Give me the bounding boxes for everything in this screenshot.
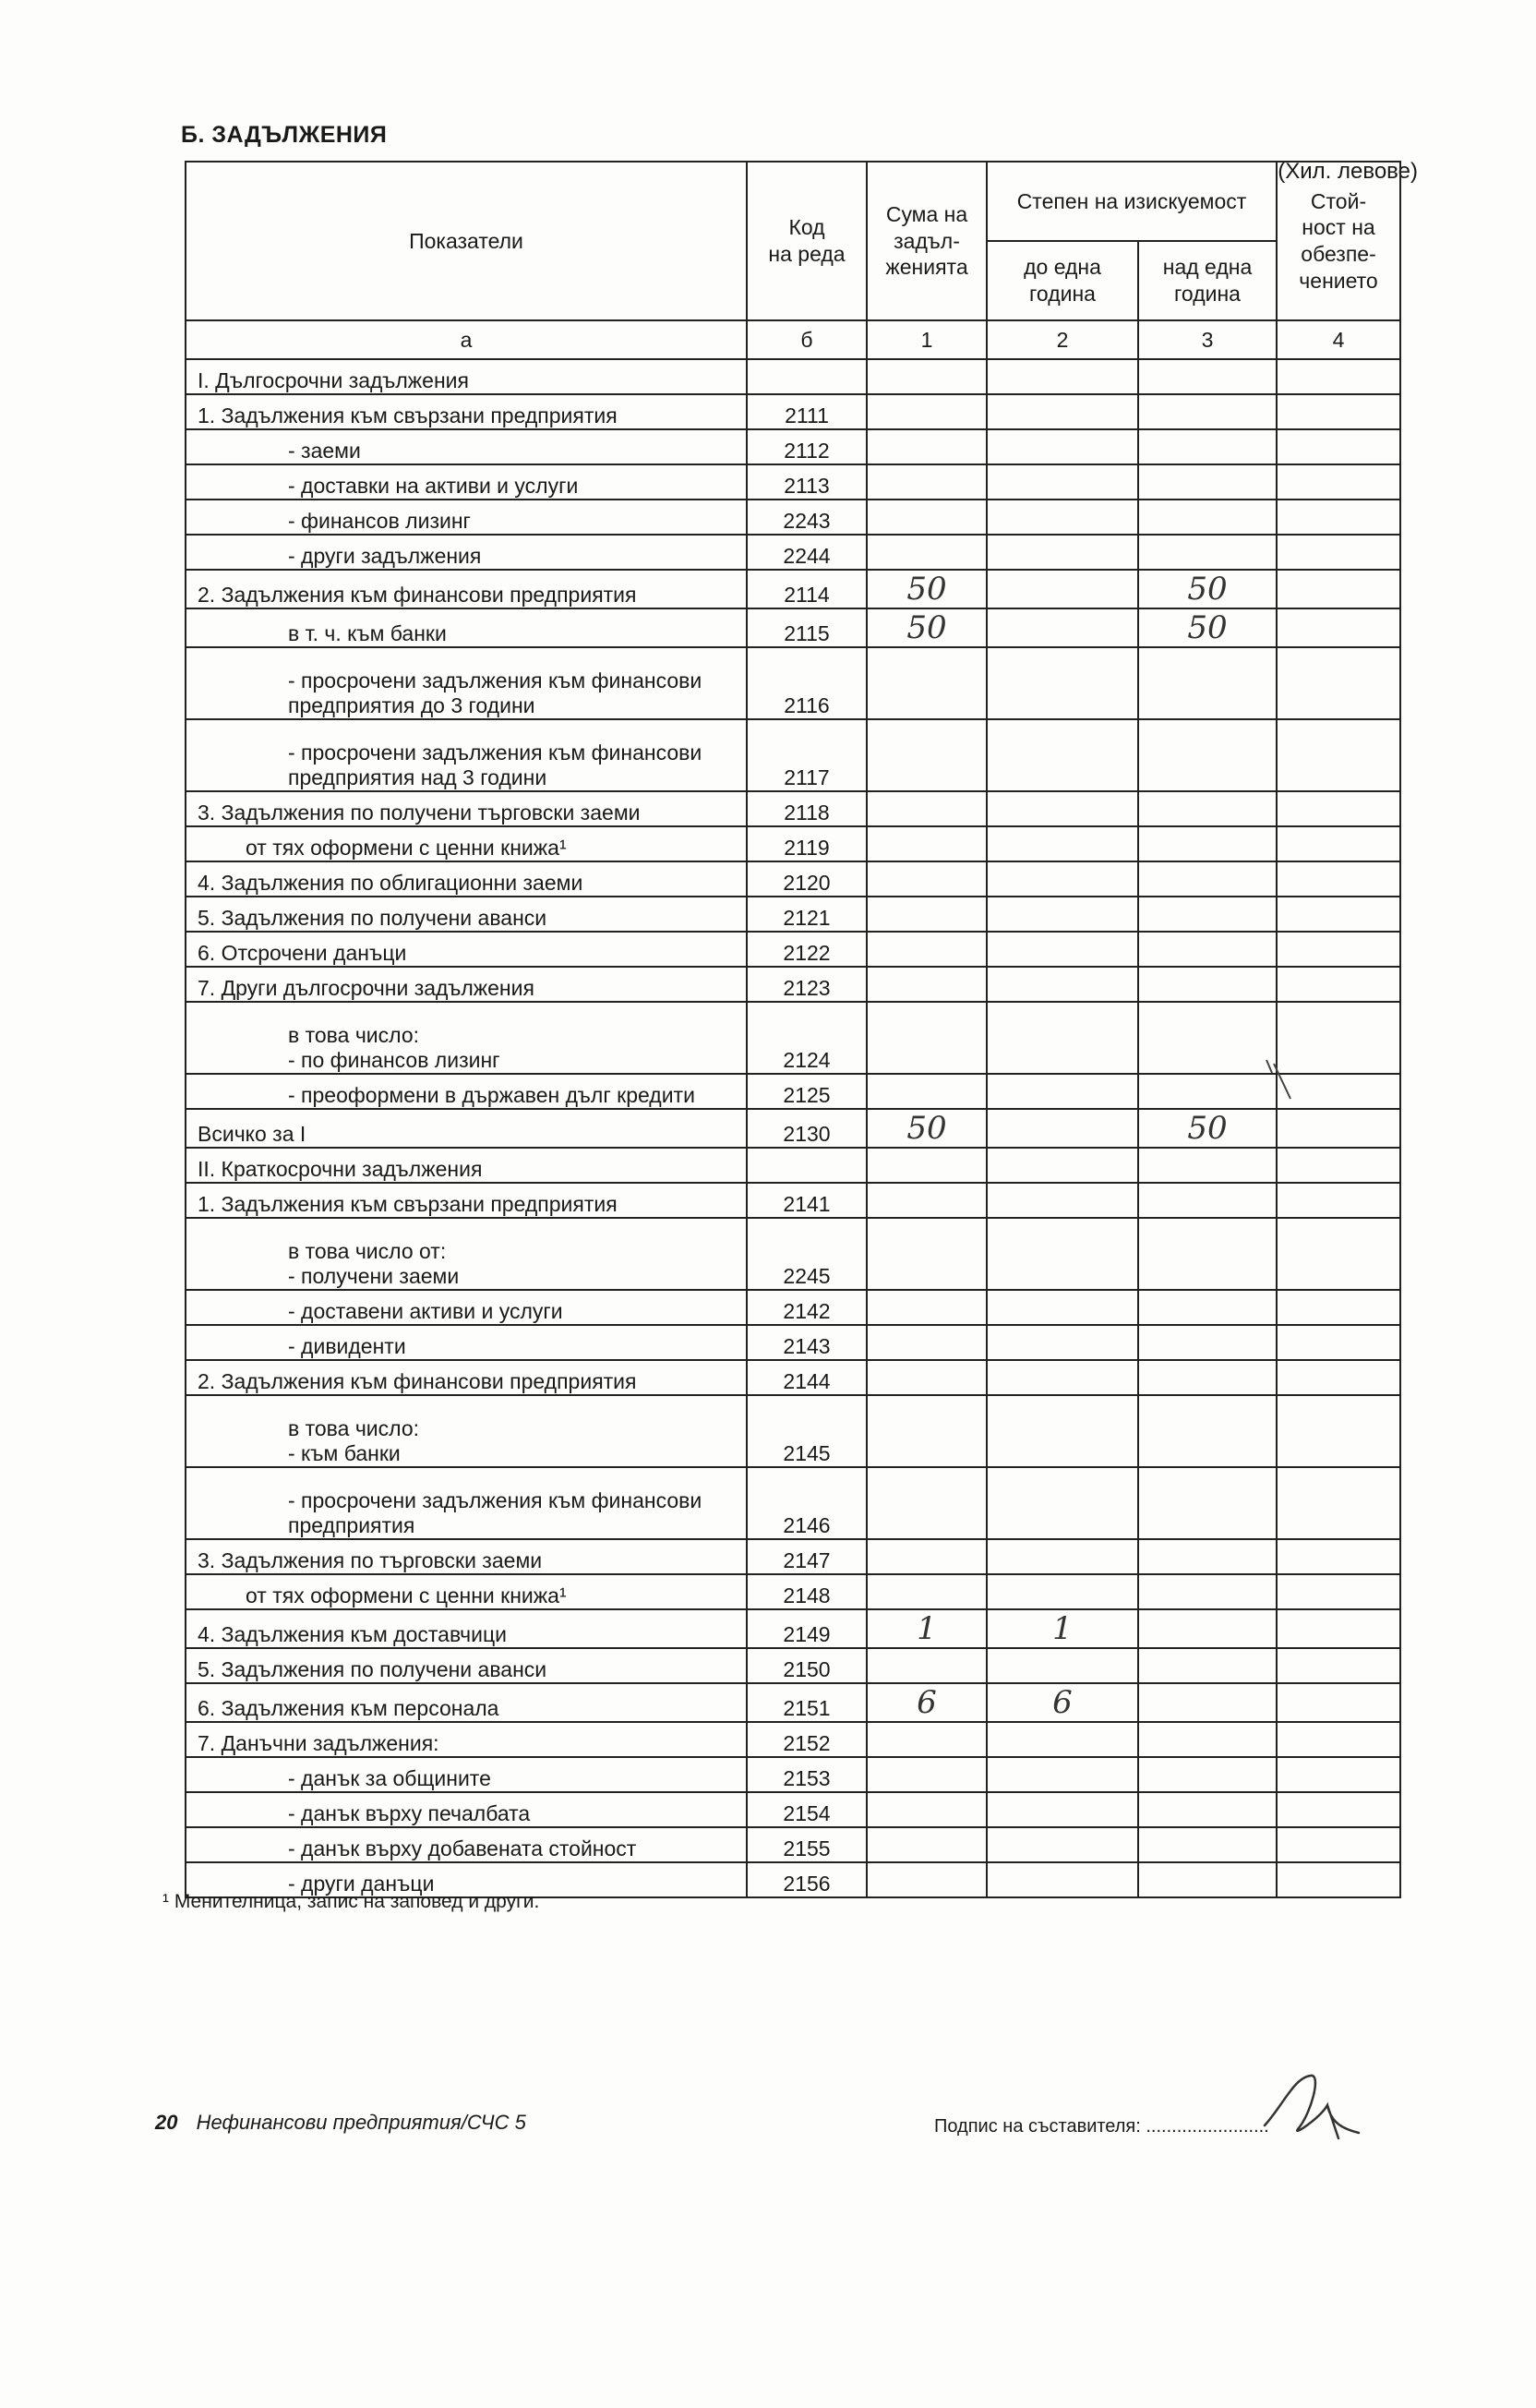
row-code: 2123: [747, 967, 867, 1002]
row-collateral: [1277, 1360, 1400, 1395]
row-collateral: [1277, 1574, 1400, 1609]
row-collateral: [1277, 1683, 1400, 1722]
table-row: [186, 967, 1400, 1002]
row-label: 3. Задължения по търговски заеми: [186, 1539, 747, 1574]
row-up-to-one-year: [987, 1757, 1138, 1792]
row-code: [747, 1148, 867, 1183]
row-amount: [867, 429, 987, 464]
row-up-to-one-year: [987, 647, 1138, 719]
row-amount: [867, 791, 987, 826]
row-up-to-one-year: [987, 500, 1138, 535]
row-collateral: [1277, 897, 1400, 932]
table-row: [186, 826, 1400, 861]
row-up-to-one-year: [987, 1792, 1138, 1827]
row-amount: [867, 1183, 987, 1218]
footnote: ¹ Менителница, запис на заповед и други.: [162, 1891, 540, 1912]
table-row: [186, 1183, 1400, 1218]
row-code: 2145: [747, 1395, 867, 1467]
table-row: [186, 1683, 1400, 1722]
row-amount: [867, 1539, 987, 1574]
row-amount: [867, 1074, 987, 1109]
signature-line: Подпис на съставителя: ........................: [934, 2116, 1269, 2137]
row-code: 2130: [747, 1109, 867, 1148]
row-over-one-year: [1138, 647, 1277, 719]
row-amount: [867, 1467, 987, 1539]
row-amount: 6: [867, 1683, 987, 1722]
row-amount: 50: [867, 570, 987, 608]
row-label: от тях оформени с ценни книжа¹: [186, 1574, 747, 1609]
row-amount: 1: [867, 1609, 987, 1648]
row-code: 2124: [747, 1002, 867, 1074]
row-code: 2111: [747, 394, 867, 429]
row-up-to-one-year: [987, 1648, 1138, 1683]
row-up-to-one-year: [987, 861, 1138, 897]
row-code: 2125: [747, 1074, 867, 1109]
row-collateral: [1277, 647, 1400, 719]
row-amount: [867, 1148, 987, 1183]
row-over-one-year: [1138, 861, 1277, 897]
row-up-to-one-year: [987, 719, 1138, 791]
index-cell: 1: [867, 320, 987, 359]
row-code: 2151: [747, 1683, 867, 1722]
row-code: 2144: [747, 1360, 867, 1395]
header-up-to-one-year: до една година: [987, 241, 1138, 320]
row-up-to-one-year: [987, 1862, 1138, 1897]
row-amount: [867, 1862, 987, 1897]
row-amount: [867, 464, 987, 500]
table-row: [186, 1002, 1400, 1074]
table-row: [186, 359, 1400, 394]
header-amount: Сума на задъл- женията: [867, 162, 987, 320]
row-amount: [867, 897, 987, 932]
row-up-to-one-year: [987, 1218, 1138, 1290]
row-up-to-one-year: [987, 1109, 1138, 1148]
table-row: [186, 429, 1400, 464]
row-up-to-one-year: [987, 1002, 1138, 1074]
table-row: [186, 1609, 1400, 1648]
row-code: 2141: [747, 1183, 867, 1218]
row-up-to-one-year: [987, 570, 1138, 608]
row-up-to-one-year: [987, 359, 1138, 394]
row-collateral: [1277, 1148, 1400, 1183]
row-over-one-year: [1138, 826, 1277, 861]
row-collateral: [1277, 1862, 1400, 1897]
row-amount: [867, 861, 987, 897]
row-over-one-year: [1138, 791, 1277, 826]
row-over-one-year: [1138, 932, 1277, 967]
row-up-to-one-year: [987, 1827, 1138, 1862]
table-row: [186, 1395, 1400, 1467]
row-over-one-year: [1138, 1074, 1277, 1109]
row-label: в т. ч. към банки: [186, 608, 747, 647]
row-amount: [867, 932, 987, 967]
table-row: [186, 1218, 1400, 1290]
table-row: [186, 500, 1400, 535]
row-code: 2152: [747, 1722, 867, 1757]
row-amount: [867, 1218, 987, 1290]
table-row: [186, 1148, 1400, 1183]
row-code: 2147: [747, 1539, 867, 1574]
table-row: [186, 719, 1400, 791]
row-up-to-one-year: [987, 429, 1138, 464]
row-amount: [867, 394, 987, 429]
row-over-one-year: [1138, 1757, 1277, 1792]
row-code: 2117: [747, 719, 867, 791]
table-row: [186, 1757, 1400, 1792]
row-code: 2243: [747, 500, 867, 535]
row-collateral: [1277, 1109, 1400, 1148]
row-code: 2114: [747, 570, 867, 608]
table-row: [186, 394, 1400, 429]
table-row: [186, 1722, 1400, 1757]
check-mark-icon: [1263, 1056, 1300, 1102]
row-up-to-one-year: [987, 1722, 1138, 1757]
row-code: 2155: [747, 1827, 867, 1862]
row-over-one-year: [1138, 1574, 1277, 1609]
row-amount: [867, 500, 987, 535]
row-label: I. Дългосрочни задължения: [186, 359, 747, 394]
section-title: Б. ЗАДЪЛЖЕНИЯ: [181, 122, 388, 148]
table-row: [186, 535, 1400, 570]
row-over-one-year: 50: [1138, 570, 1277, 608]
row-up-to-one-year: [987, 1467, 1138, 1539]
form-name: Нефинансови предприятия/СЧС 5: [196, 2111, 526, 2134]
row-label: в това число: - към банки: [186, 1395, 747, 1467]
row-over-one-year: [1138, 1648, 1277, 1683]
row-collateral: [1277, 1290, 1400, 1325]
row-over-one-year: [1138, 1827, 1277, 1862]
row-over-one-year: [1138, 897, 1277, 932]
row-amount: [867, 1574, 987, 1609]
row-code: 2116: [747, 647, 867, 719]
row-label: - просрочени задължения към финансови предприятия: [186, 1467, 747, 1539]
row-collateral: [1277, 535, 1400, 570]
row-over-one-year: [1138, 464, 1277, 500]
column-index-row: [186, 320, 1400, 359]
index-cell: 4: [1277, 320, 1400, 359]
row-code: 2156: [747, 1862, 867, 1897]
row-over-one-year: 50: [1138, 1109, 1277, 1148]
row-code: 2143: [747, 1325, 867, 1360]
row-over-one-year: [1138, 394, 1277, 429]
row-amount: [867, 1792, 987, 1827]
row-code: 2113: [747, 464, 867, 500]
row-label: 6. Отсрочени данъци: [186, 932, 747, 967]
row-over-one-year: [1138, 967, 1277, 1002]
row-up-to-one-year: [987, 1148, 1138, 1183]
page-footer: [155, 2111, 526, 2135]
row-amount: [867, 1827, 987, 1862]
row-collateral: [1277, 1467, 1400, 1539]
row-label: 2. Задължения към финансови предприятия: [186, 1360, 747, 1395]
row-collateral: [1277, 1183, 1400, 1218]
row-code: 2146: [747, 1467, 867, 1539]
row-up-to-one-year: [987, 1360, 1138, 1395]
row-collateral: [1277, 608, 1400, 647]
index-cell: 3: [1138, 320, 1277, 359]
row-code: 2142: [747, 1290, 867, 1325]
row-up-to-one-year: [987, 1290, 1138, 1325]
table-row: [186, 1074, 1400, 1109]
row-label: - данък за общините: [186, 1757, 747, 1792]
row-over-one-year: [1138, 535, 1277, 570]
header-collateral: Стой- ност на обезпе- чението: [1277, 162, 1400, 320]
row-over-one-year: [1138, 1862, 1277, 1897]
row-label: - заеми: [186, 429, 747, 464]
row-amount: 50: [867, 608, 987, 647]
row-collateral: [1277, 719, 1400, 791]
row-over-one-year: [1138, 1148, 1277, 1183]
index-cell: а: [186, 320, 747, 359]
row-over-one-year: [1138, 1290, 1277, 1325]
row-over-one-year: [1138, 1539, 1277, 1574]
row-collateral: [1277, 1827, 1400, 1862]
row-amount: [867, 647, 987, 719]
row-label: 4. Задължения по облигационни заеми: [186, 861, 747, 897]
row-collateral: [1277, 394, 1400, 429]
row-code: 2112: [747, 429, 867, 464]
row-label: - данък върху печалбата: [186, 1792, 747, 1827]
row-collateral: [1277, 1218, 1400, 1290]
row-amount: [867, 1648, 987, 1683]
row-label: - доставки на активи и услуги: [186, 464, 747, 500]
row-collateral: [1277, 861, 1400, 897]
header-over-one-year: над една година: [1138, 241, 1277, 320]
row-up-to-one-year: [987, 1574, 1138, 1609]
row-label: - доставени активи и услуги: [186, 1290, 747, 1325]
row-code: 2118: [747, 791, 867, 826]
row-label: - просрочени задължения към финансови предприятия до 3 години: [186, 647, 747, 719]
row-up-to-one-year: [987, 464, 1138, 500]
row-over-one-year: [1138, 1002, 1277, 1074]
row-collateral: [1277, 791, 1400, 826]
row-collateral: [1277, 1539, 1400, 1574]
row-collateral: [1277, 932, 1400, 967]
row-code: 2121: [747, 897, 867, 932]
row-label: 4. Задължения към доставчици: [186, 1609, 747, 1648]
row-over-one-year: [1138, 429, 1277, 464]
table-row: [186, 1467, 1400, 1539]
row-code: 2120: [747, 861, 867, 897]
row-label: - данък върху добавената стойност: [186, 1827, 747, 1862]
table-row: [186, 570, 1400, 608]
row-over-one-year: [1138, 1218, 1277, 1290]
row-label: 7. Данъчни задължения:: [186, 1722, 747, 1757]
row-label: 6. Задължения към персонала: [186, 1683, 747, 1722]
row-label: 3. Задължения по получени търговски заеми: [186, 791, 747, 826]
units-label: (Хил. левове): [1278, 159, 1418, 184]
row-collateral: [1277, 1792, 1400, 1827]
row-amount: [867, 535, 987, 570]
row-up-to-one-year: [987, 897, 1138, 932]
row-code: 2154: [747, 1792, 867, 1827]
row-code: [747, 359, 867, 394]
row-up-to-one-year: [987, 1183, 1138, 1218]
row-up-to-one-year: [987, 1395, 1138, 1467]
row-label: II. Краткосрочни задължения: [186, 1148, 747, 1183]
row-up-to-one-year: [987, 967, 1138, 1002]
row-label: Всичко за I: [186, 1109, 747, 1148]
row-label: 7. Други дългосрочни задължения: [186, 967, 747, 1002]
row-code: 2245: [747, 1218, 867, 1290]
row-collateral: [1277, 359, 1400, 394]
row-code: 2115: [747, 608, 867, 647]
table-row: [186, 1360, 1400, 1395]
header-indicators: Показатели: [186, 162, 747, 320]
table-row: [186, 1290, 1400, 1325]
row-code: 2149: [747, 1609, 867, 1648]
row-label: - дивиденти: [186, 1325, 747, 1360]
index-cell: б: [747, 320, 867, 359]
row-amount: [867, 1290, 987, 1325]
row-up-to-one-year: [987, 826, 1138, 861]
row-over-one-year: [1138, 1183, 1277, 1218]
row-amount: [867, 967, 987, 1002]
row-collateral: [1277, 1609, 1400, 1648]
row-label: 5. Задължения по получени аванси: [186, 1648, 747, 1683]
row-amount: [867, 1395, 987, 1467]
row-up-to-one-year: [987, 535, 1138, 570]
row-up-to-one-year: [987, 1074, 1138, 1109]
row-up-to-one-year: [987, 791, 1138, 826]
row-amount: 50: [867, 1109, 987, 1148]
row-label: в това число: - по финансов лизинг: [186, 1002, 747, 1074]
row-label: 1. Задължения към свързани предприятия: [186, 1183, 747, 1218]
row-code: 2148: [747, 1574, 867, 1609]
row-collateral: [1277, 570, 1400, 608]
row-over-one-year: [1138, 1792, 1277, 1827]
row-over-one-year: [1138, 1395, 1277, 1467]
table-row: [186, 1109, 1400, 1148]
row-up-to-one-year: [987, 394, 1138, 429]
table-row: [186, 1325, 1400, 1360]
liabilities-table: [185, 161, 1401, 1898]
table-row: [186, 647, 1400, 719]
row-collateral: [1277, 826, 1400, 861]
table-row: [186, 897, 1400, 932]
row-collateral: [1277, 464, 1400, 500]
table-row: [186, 1539, 1400, 1574]
row-over-one-year: [1138, 719, 1277, 791]
table-row: [186, 861, 1400, 897]
row-code: 2119: [747, 826, 867, 861]
row-up-to-one-year: [987, 608, 1138, 647]
row-amount: [867, 1722, 987, 1757]
page-number: 20: [155, 2111, 178, 2134]
row-label: 5. Задължения по получени аванси: [186, 897, 747, 932]
row-over-one-year: [1138, 359, 1277, 394]
table-row: [186, 1792, 1400, 1827]
row-over-one-year: [1138, 1325, 1277, 1360]
row-label: - просрочени задължения към финансови предприятия над 3 години: [186, 719, 747, 791]
row-collateral: [1277, 967, 1400, 1002]
row-up-to-one-year: 1: [987, 1609, 1138, 1648]
table-row: [186, 1574, 1400, 1609]
row-code: 2244: [747, 535, 867, 570]
row-collateral: [1277, 1722, 1400, 1757]
row-label: - преоформени в държавен дълг кредити: [186, 1074, 747, 1109]
row-collateral: [1277, 1757, 1400, 1792]
table-row: [186, 464, 1400, 500]
row-amount: [867, 1002, 987, 1074]
row-amount: [867, 1360, 987, 1395]
row-amount: [867, 1757, 987, 1792]
row-over-one-year: [1138, 1360, 1277, 1395]
row-up-to-one-year: [987, 1539, 1138, 1574]
table-row: [186, 1827, 1400, 1862]
handwritten-signature: [1255, 2068, 1375, 2142]
row-amount: [867, 719, 987, 791]
row-amount: [867, 359, 987, 394]
row-label: - други задължения: [186, 535, 747, 570]
row-collateral: [1277, 1325, 1400, 1360]
row-amount: [867, 1325, 987, 1360]
row-label: - финансов лизинг: [186, 500, 747, 535]
table-row: [186, 791, 1400, 826]
table-row: [186, 932, 1400, 967]
row-label: - други данъци: [186, 1862, 747, 1897]
row-code: 2150: [747, 1648, 867, 1683]
row-collateral: [1277, 500, 1400, 535]
row-code: 2122: [747, 932, 867, 967]
row-collateral: [1277, 429, 1400, 464]
row-over-one-year: 50: [1138, 608, 1277, 647]
header-maturity: Степен на изискуемост: [987, 162, 1277, 241]
row-up-to-one-year: 6: [987, 1683, 1138, 1722]
row-up-to-one-year: [987, 932, 1138, 967]
row-label: от тях оформени с ценни книжа¹: [186, 826, 747, 861]
row-label: 2. Задължения към финансови предприятия: [186, 570, 747, 608]
row-over-one-year: [1138, 1722, 1277, 1757]
header-code: Код на реда: [747, 162, 867, 320]
row-label: в това число от: - получени заеми: [186, 1218, 747, 1290]
row-code: 2153: [747, 1757, 867, 1792]
table-row: [186, 1648, 1400, 1683]
table-row: [186, 608, 1400, 647]
row-over-one-year: [1138, 500, 1277, 535]
row-over-one-year: [1138, 1683, 1277, 1722]
index-cell: 2: [987, 320, 1138, 359]
row-amount: [867, 826, 987, 861]
row-collateral: [1277, 1648, 1400, 1683]
row-up-to-one-year: [987, 1325, 1138, 1360]
row-over-one-year: [1138, 1609, 1277, 1648]
row-collateral: [1277, 1395, 1400, 1467]
row-over-one-year: [1138, 1467, 1277, 1539]
row-label: 1. Задължения към свързани предприятия: [186, 394, 747, 429]
